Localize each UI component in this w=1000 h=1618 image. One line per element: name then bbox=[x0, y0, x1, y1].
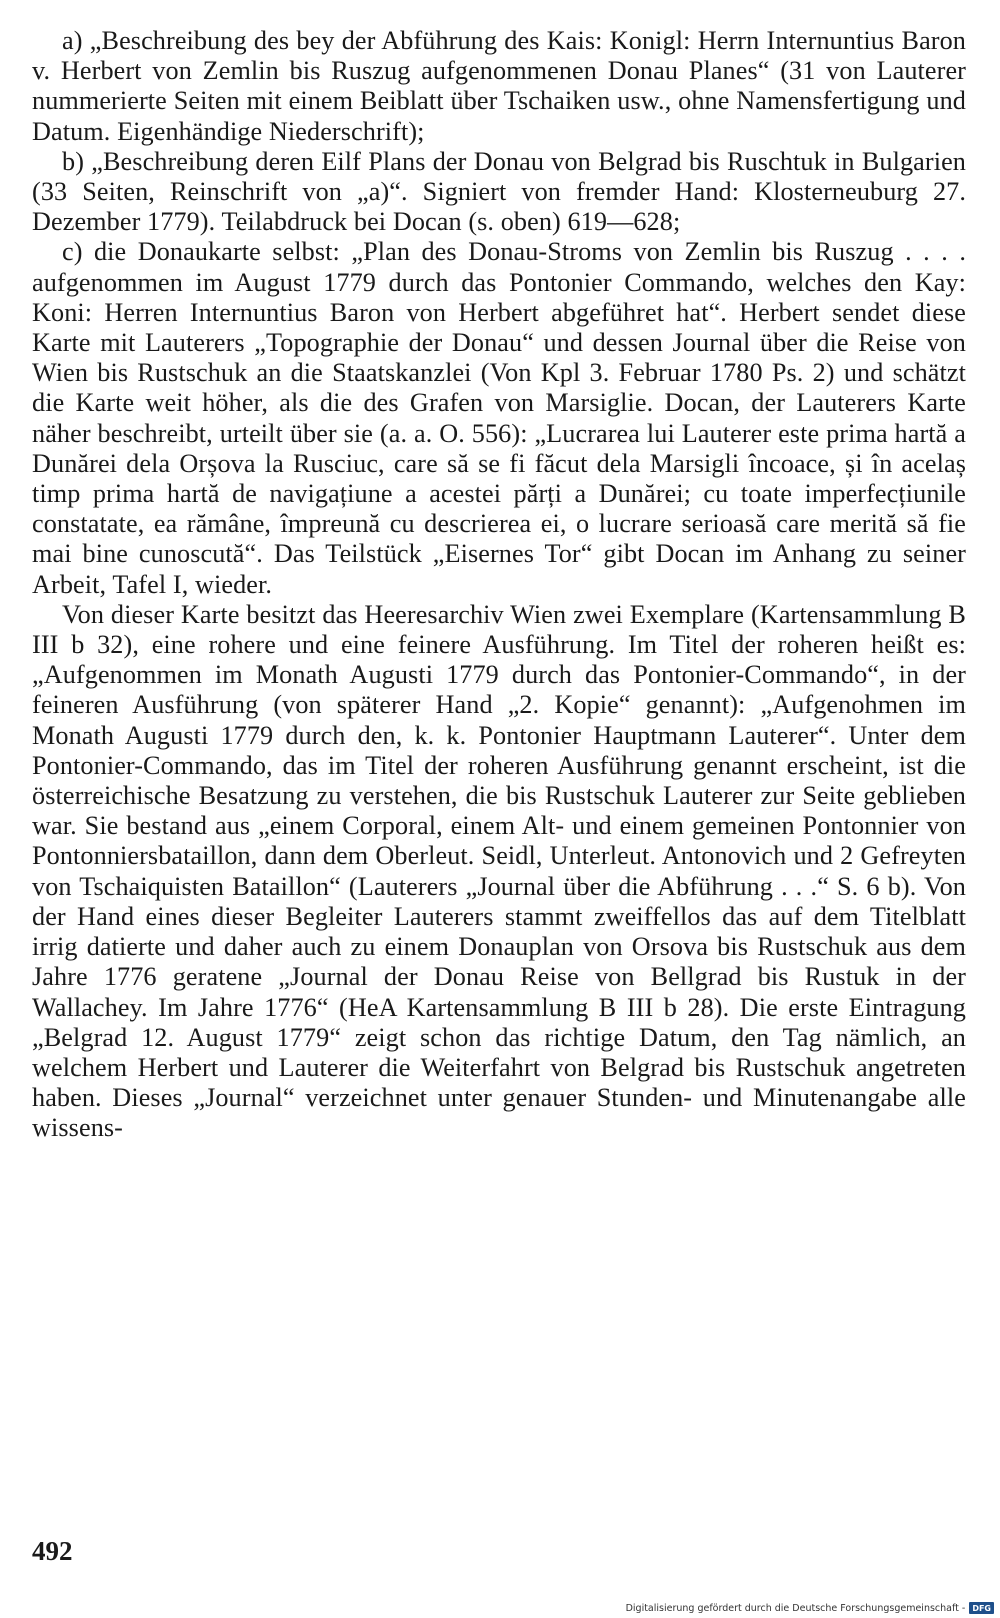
paragraph-item-a: a) „Beschreibung des bey der Abführung des Kais: Konigl: Herrn Internuntius Baron v. Herbert von Zemlin bis Ruszug aufgenommenen Donau Planes“ (31 von Lauterer nummerierte Seiten mit einem Beiblatt über Tschaiken usw., ohne Namensfertigung und Datum. Eigenhändige Niederschrift); bbox=[32, 26, 966, 146]
page-body bbox=[32, 26, 966, 1144]
paragraph-heeresarchiv: Von dieser Karte besitzt das Heeresarchiv Wien zwei Exemplare (Kartensammlung B III b 32), eine rohere und eine feinere Ausführung. Im Titel der roheren heißt es: „Aufgenommen im Monath Augusti 1779 durch das Pontonier-Commando“, in der feineren Ausführung (von späterer Hand „2. Kopie“ genannt): „Aufgenohmen im Monath Augusti 1779 durch den, k. k. Pontonier Hauptmann Lauterer“. Unter dem Pontonier-Commando, das im Titel der roheren Ausführung genannt erscheint, ist die österreichische Besatzung zu verstehen, die bis Rustschuk Lauterer zur Seite geblieben war. Sie bestand aus „einem Corporal, einem Alt- und einem gemeinen Pontonnier von Pontonniersbataillon, dann dem Oberleut. Seidl, Unterleut. Antonovich und 2 Gefreyten von Tschaiquisten Bataillon“ (Lauterers „Journal über die Abführung . . .“ S. 6 b). Von der Hand eines dieser Begleiter Lauterers stammt zweiffellos das auf dem Titelblatt irrig datierte und daher auch zu einem Donauplan von Orsova bis Rustschuk aus dem Jahre 1776 geratene „Journal der Donau Reise von Bellgrad bis Rustuk in der Wallachey. Im Jahre 1776“ (HeA Kartensammlung B III b 28). Die erste Eintragung „Belgrad 12. August 1779“ zeigt schon das richtige Datum, den Tag nämlich, an welchem Herbert und Lauterer die Weiterfahrt von Belgrad bis Rustschuk angetreten haben. Dieses „Journal“ verzeichnet unter genauer Stunden- und Minutenangabe alle wissens- bbox=[32, 599, 966, 1143]
page-number: 492 bbox=[32, 1536, 73, 1566]
digitization-footer bbox=[626, 1602, 994, 1614]
paragraph-item-b: b) „Beschreibung deren Eilf Plans der Donau von Belgrad bis Ruschtuk in Bulgarien (33 Seiten, Reinschrift von „a)“. Signiert von fremder Hand: Klosterneuburg 27. Dezember 1779). Teilabdruck bei Docan (s. oben) 619—628; bbox=[32, 146, 966, 237]
paragraph-item-c: c) die Donaukarte selbst: „Plan des Donau-Stroms von Zemlin bis Ruszug . . . . aufgenommen im August 1779 durch das Pontonier Commando, welches den Kay: Koni: Herren Internuntius Baron von Herbert abgeführet hat“. Herbert sendet diese Karte mit Lauterers „Topographie der Donau“ und dessen Journal über die Reise von Wien bis Rustschuk an die Staatskanzlei (Von Kpl 3. Februar 1780 Ps. 2) und schätzt die Karte weit höher, als die des Grafen von Marsiglie. Docan, der Lauterers Karte näher beschreibt, urteilt über sie (a. a. O. 556): „Lucrarea lui Lauterer este prima hartă a Dunărei dela Orșova la Rusciuc, care să se fi făcut dela Marsigli încoace, și în acelaș timp prima hartă de navigațiune a acestei părți a Dunărei; cu toate imperfecțiunile constatate, ea rămâne, împreună cu descrierea ei, o lucrare serioasă care merită să fie mai bine cunoscută“. Das Teilstück „Eisernes Tor“ gibt Docan im Anhang zu seiner Arbeit, Tafel I, wieder. bbox=[32, 237, 966, 599]
dfg-logo-icon: DFG bbox=[969, 1602, 994, 1614]
footer-credit-text: Digitalisierung gefördert durch die Deutsche Forschungsgemeinschaft - bbox=[625, 1602, 966, 1614]
